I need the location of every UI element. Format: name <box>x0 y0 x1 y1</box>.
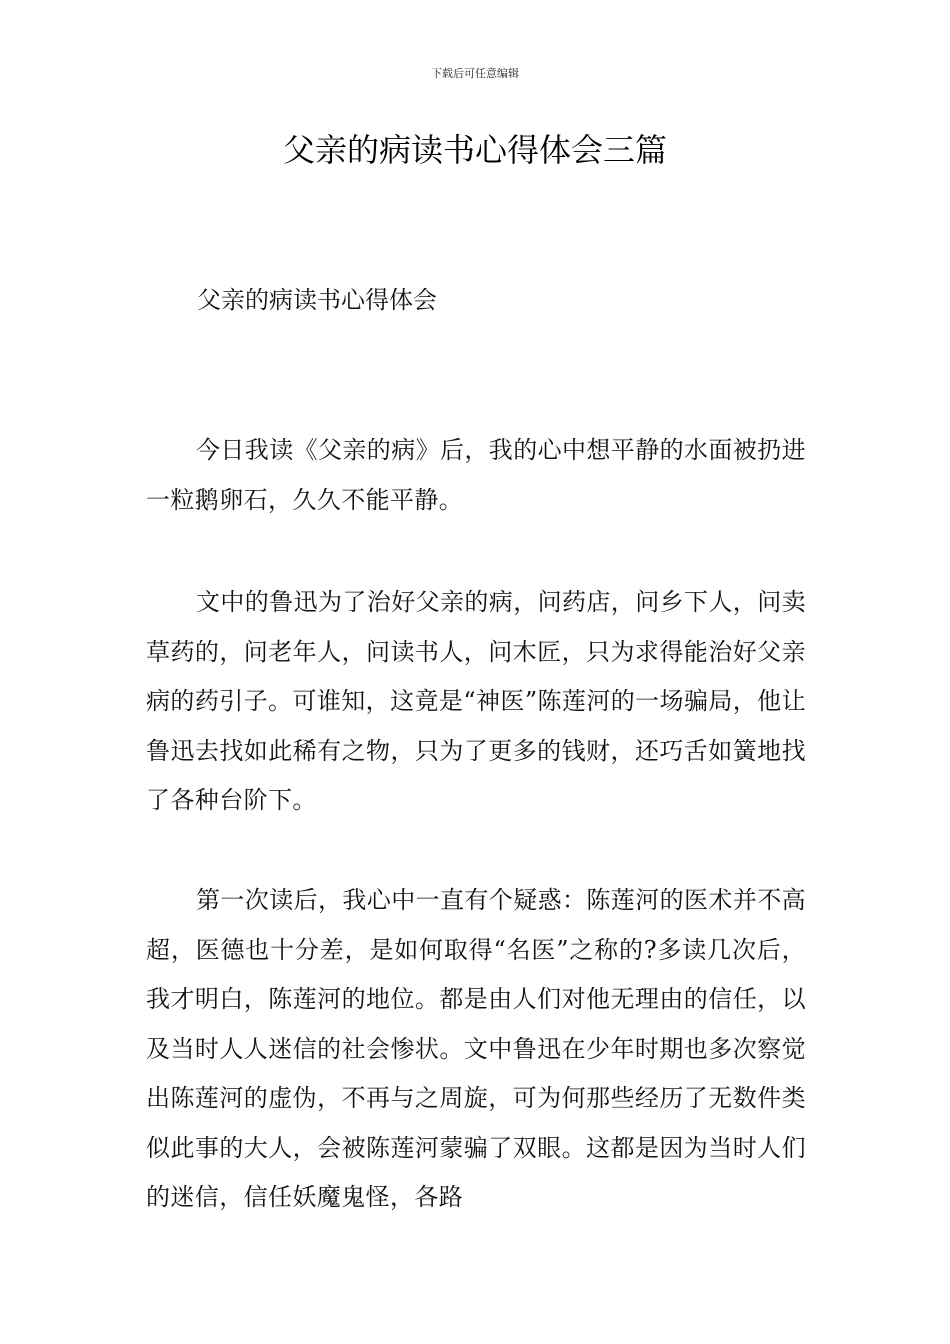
paragraph-3: 第一次读后，我心中一直有个疑惑：陈莲河的医术并不高超，医德也十分差，是如何取得“名医”之称的?多读几次后，我才明白，陈莲河的地位。都是由人们对他无理由的信任，以及当时人人迷信的社会惨状。文中鲁迅在少年时期也多次察觉出陈莲河的虚伪，不再与之周旋，可为何那些经历了无数件类似此事的大人，会被陈莲河蒙骗了双眼。这都是因为当时人们的迷信，信任妖魔鬼怪，各路 <box>146 886 806 1211</box>
paragraph-1: 今日我读《父亲的病》后，我的心中想平静的水面被扔进一粒鹅卵石，久久不能平静。 <box>146 436 806 514</box>
section-subtitle: 父亲的病读书心得体会 <box>197 286 437 314</box>
document-title: 父亲的病读书心得体会三篇 <box>282 131 667 169</box>
paragraph-2: 文中的鲁迅为了治好父亲的病，问药店，问乡下人，问卖草药的，问老年人，问读书人，问木匠，只为求得能治好父亲病的药引子。可谁知，这竟是“神医”陈莲河的一场骗局，他让鲁迅去找如此稀有之物，只为了更多的钱财，还巧舌如簧地找了各种台阶下。 <box>146 588 806 814</box>
header-note: 下载后可任意编辑 <box>431 67 519 80</box>
